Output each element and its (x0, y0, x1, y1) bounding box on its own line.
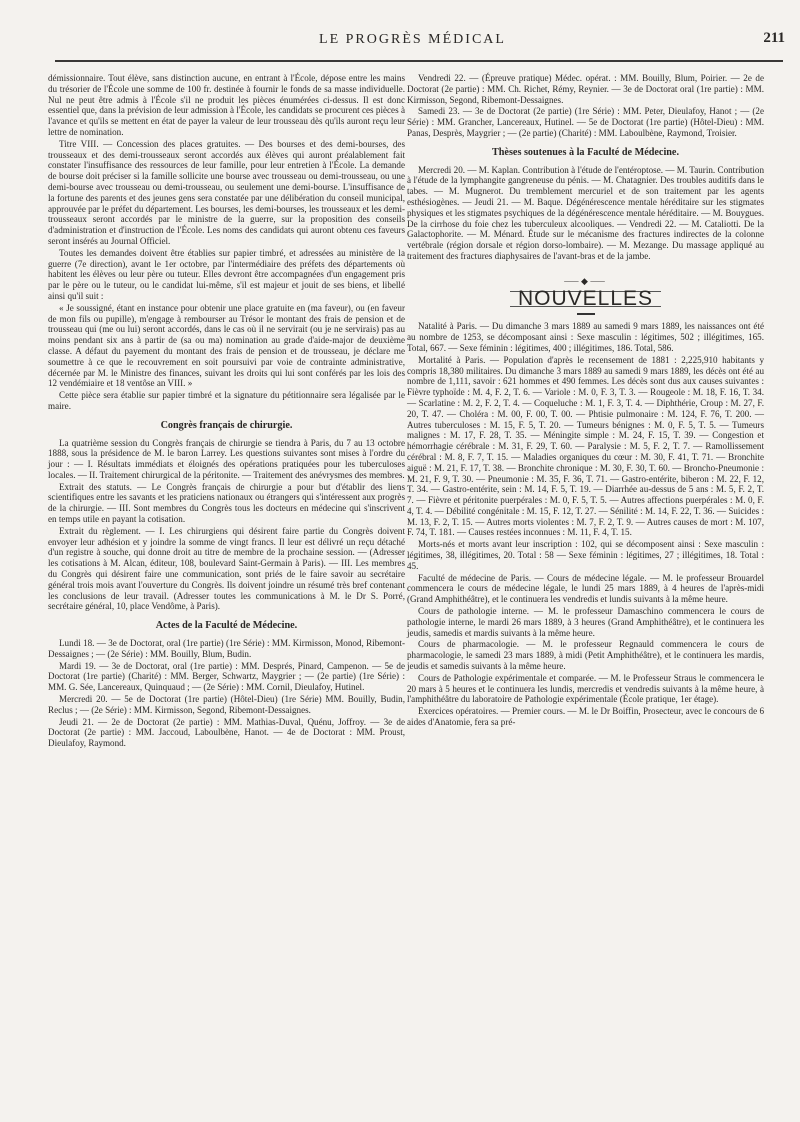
paragraph: « Je soussigné, étant en instance pour obtenir une place gratuite en (ma faveur), ou (en faveur de mon fils ou pupille), m'engage à rembourser au Trésor le montant des frais de pension et de trousseau qui (me ou lui) seront accordés, dans le cas où il ne servirait (ou je ne servirais) pas au moins pendant six ans à partir de (sa ou ma) nomination au grade d'aide-major de deuxième classe. A défaut du payement du montant des frais de pension et de trousseau, je déclare me soumettre à ce que le recouvrement en soit poursuivi par voie de contrainte administrative, décernée par M. le Ministre des finances, suivant les droits qui lui sont conférés par les lois des 12 vendémiaire et 18 ventôse an VIII. » (48, 302, 405, 389)
section-title-theses: Thèses soutenues à la Faculté de Médecine. (491, 146, 680, 158)
paragraph: Cours de Pathologie expérimentale et comparée. — M. le Professeur Straus le commencera le 20 mars à 5 heures et le continuera les lundis, mercredis et vendredis suivants à la même heure, à l'amphithéâtre du laboratoire de Pathologie expérimentale (École pratique, 1er étage). (407, 672, 764, 705)
paragraph: Natalité à Paris. — Du dimanche 3 mars 1889 au samedi 9 mars 1889, les naissances ont été au nombre de 1253, se décomposant ainsi : Sexe masculin : légitimes, 502 ; illégitimes, 165. Total, 667. — Sexe féminin : légitimes, 400 ; illégitimes, 186. Total, 586. (407, 321, 764, 353)
ornament-divider: ⸺◆⸺ (563, 275, 608, 286)
paragraph: Cours de pathologie interne. — M. le professeur Damaschino commencera le cours de pathologie interne, le mardi 26 mars 1889, à 3 heures (Grand Amphithéâtre), et le continuera les jeudis, samedis et mardis suivants à la même heure. (407, 606, 764, 638)
paragraph: Jeudi 21. — 2e de Doctorat (2e partie) : MM. Mathias-Duval, Quénu, Joffroy. — 3e de Doctorat (2e partie) : MM. Jaccoud, Laboulbène, Hanot. — 4e de Doctorat : MM. Proust, Dieulafoy, Raymond. (48, 716, 405, 749)
running-title: LE PROGRÈS MÉDICAL (319, 32, 506, 47)
paragraph: Extrait des statuts. — Le Congrès français de chirurgie a pour but d'établir des liens scientifiques entre les savants et les praticiens nationaux ou étrangers qui s'intéressent aux progrès de la chirurgie. — III. Sont membres du Congrès tous les docteurs en médecine qui s'inscrivent en temps utile en payant la cotisation. (48, 481, 405, 525)
paragraph: Toutes les demandes doivent être établies sur papier timbré, et adressées au ministère de la guerre (7e direction), avant le 1er octobre, par l'intermédiaire des préfets des départements où habitent les élèves ou leur père ou tuteur. Elles devront être accompagnées d'un engagement pris par le père ou le tuteur, ou le candidat lui-même, s'il est majeur et jouit de ses biens, et libellé ainsi qu'il suit : (48, 247, 405, 301)
paragraph: Mercredi 20. — M. Kaplan. Contribution à l'étude de l'entéroptose. — M. Taurin. Contribution à l'étude de la lymphangite gangreneuse du pénis. — M. Chatagnier. Des troubles auditifs dans le tabes. — M. Mugnerot. Du tremblement mercuriel et de son traitement par les agents esthésiogènes. — Jeudi 21. — M. Baque. Dégénérescence mentale héréditaire sur les stigmates physiques et les stigmates psychiques de la dégénérescence mentale héréditaire. — M. Bouygues. De la cirrhose du foie chez les tuberculeux alcooliques. — Vendredi 22. — M. Cataliotti. De la Galactophorite. — M. Ménard. Étude sur le mécanisme des fractures indirectes de la colonne vertébrale (région dorsale et région dorso-lombaire). — M. Mezange. Du massage appliqué au traitement des fractures diaphysaires de l'avant-bras et de la jambe. (407, 164, 764, 261)
paragraph: démissionnaire. Tout élève, sans distinction aucune, en entrant à l'École, dépose entre les mains du trésorier de l'École une somme de 100 fr. destinée à fournir le fonds de sa masse individuelle. Nul ne peut être admis à l'École s'il ne produit les pièces énumérées ci-dessus. Il est donc essentiel que, dans la prévision de leur admission à l'École, les candidats se procurent ces pièces à l'avance et qu'ils se mettent en état de payer la valeur de leur trousseau dès qu'ils auront reçu leur lettre de nomination. (48, 73, 405, 137)
section-title-actes: Actes de la Faculté de Médecine. (155, 620, 298, 632)
short-rule (577, 313, 595, 315)
paragraph: Titre VIII. — Concession des places gratuites. — Des bourses et des demi-bourses, des trousseaux et des demi-trousseaux seront accordés aux élèves qui auront préalablement fait constater l'insuffisance des ressources de leur famille, pour leur entretien à l'École. La demande de bourse doit préciser si la famille sollicite une bourse avec trousseau ou demi-trousseau, ou une demi-bourse avec trousseau ou demi-trousseau, ou seulement une demi-bourse. L'insuffisance de la fortune des parents et des jeunes gens sera constatée par une délibération du conseil municipal, approuvée par le préfet du département. Les bourses, les demi-bourses, les trousseaux et les demi-trousseaux seront accordés par le ministre de la guerre, sur la proposition des conseils d'administration et d'instruction de l'École. Les noms des candidats qui auront obtenu ces faveurs seront insérés au Journal Officiel. (48, 138, 405, 246)
paragraph: Mortalité à Paris. — Population d'après le recensement de 1881 : 2,225,910 habitants y compris 18,380 militaires. Du dimanche 3 mars 1889 au samedi 9 mars 1889, les décès ont été au nombre de 1,111, savoir : 621 hommes et 490 femmes. Les décès sont dus aux causes suivantes : Fièvre typhoïde : M. 4, F. 2, T. 6. — Variole : M. 0, F. 3, T. 3. — Rougeole : M. 18, F. 16, T. 34. — Scarlatine : M. 2, F. 2, T. 4. — Coqueluche : M. 1, F. 3, T. 4. — Diphthérie, Croup : M. 27, F. 20, T. 47. — Choléra : M. 00, F. 00, T. 00. — Phtisie pulmonaire : M. 124, F. 76, T. 200. — Autres tuberculoses : M. 15, F. 5, T. 20. — Tumeurs bénignes : M. 0, F. 5, T. 5. — Tumeurs malignes : M. 17, F. 28, T. 35. — Méningite simple : M. 24, F. 15, T. 39. — Congestion et hémorrhagie cérébrale : M. 31, F. 29, T. 60. — Paralysie : M. 5, F. 2, T. 7. — Ramollissement cérébral : M. 8, F. 7, T. 15. — Maladies organiques du cœur : M. 30, F. 41, T. 71. — Bronchite aiguë : M. 21, F. 17, T. 38. — Bronchite chronique : M. 30, F. 30, T. 60. — Broncho-Pneumonie : M. 21, F. 9, T. 30. — Pneumonie : M. 35, F. 36, T. 71. — Gastro-entérite, biberon : M. 22, F. 12, T. 34. — Gastro-entérite, sein : M. 14, F. 5, T. 19. — Diarrhée au-dessus de 5 ans : M. 5, F. 2, T. 7. — Fièvre et péritonite puerpérales : M. 0, F. 5, T. 5. — Autres affections puerpérales : M. 0, F. 4, T. 4. — Débilité congénitale : M. 15, F. 12, T. 27. — Sénilité : M. 14, F. 22, T. 36. — Suicides : M. 13, F. 2, T. 15. — Autres morts violentes : M. 7, F. 2, T. 9. — Autres causes de mort : M. 107, F. 74, T. 181. — Causes restées inconnues : M. 11, F. 4, T. 15. (407, 354, 764, 538)
nouvelles-heading-block (407, 276, 764, 316)
paragraph: La quatrième session du Congrès français de chirurgie se tiendra à Paris, du 7 au 13 octobre 1888, sous la présidence de M. le baron Larrey. Les questions suivantes sont mises à l'ordre du jour : — I. Résultats immédiats et éloignés des opérations pratiquées pour les tuberculoses locales. — II. Traitement chirurgical de la péritonite. — Traitement des anévrysmes des membres. (48, 437, 405, 480)
section-title-nouvelles: NOUVELLES (510, 291, 661, 308)
paragraph: Cette pièce sera établie sur papier timbré et la signature du pétitionnaire sera légalisée par le maire. (48, 390, 405, 411)
paragraph: Faculté de médecine de Paris. — Cours de médecine légale. — M. le professeur Brouardel commencera le cours de médecine légale, le lundi 25 mars 1889, à 4 heures de l'après-midi (Grand Amphithéâtre), et le continuera les vendredis et lundis suivants à la même heure. (407, 572, 764, 605)
paragraph: Samedi 23. — 3e de Doctorat (2e partie) (1re Série) : MM. Peter, Dieulafoy, Hanot ; — (2e Série) : MM. Grancher, Lancereaux, Hutinel. — 5e de Doctorat (1re partie) (Hôtel-Dieu) : MM. Panas, Desprès, Maygrier ; — (2e partie) (Charité) : MM. Laboulbène, Raymond, Troisier. (407, 106, 764, 138)
paragraph: Extrait du règlement. — I. Les chirurgiens qui désirent faire partie du Congrès doivent envoyer leur adhésion et y joindre la somme de vingt francs. Il leur est délivré un reçu détaché d'un registre à souche, qui donne droit au titre de membre de la prochaine session. — (Adresser les cotisations à M. Alcan, éditeur, 108, boulevard Saint-Germain à Paris). — III. Les membres du Congrès qui désirent faire une communication, sont priés de le faire savoir au secrétaire général trois mois avant l'ouverture du Congrès. Ils doivent joindre un résumé très bref contenant les conclusions de leur travail. (Adresser toutes les communications à M. le Dr S. Porré, secrétaire général, 10, place Vendôme, à Paris). (48, 525, 405, 612)
paragraph: Vendredi 22. — (Épreuve pratique) Médec. opérat. : MM. Bouilly, Blum, Poirier. — 2e de Doctorat (2e partie) : MM. Ch. Richet, Rémy, Reynier. — 3e de Doctorat oral (1re partie) : MM. Kirmisson, Segond, Ribemont-Dessaignes. (407, 73, 764, 105)
paragraph: Lundi 18. — 3e de Doctorat, oral (1re partie) (1re Série) : MM. Kirmisson, Monod, Ribemont-Dessaignes ; — (2e Série) : MM. Bouilly, Blum, Budin. (48, 638, 405, 659)
page-number: 211 (763, 30, 785, 46)
header-rule (55, 60, 783, 62)
paragraph: Exercices opératoires. — Premier cours. — M. le Dr Boiffin, Prosecteur, avec le concours de 6 aides d'Anatomie, fera sa pré- (407, 706, 764, 728)
left-column (48, 73, 405, 750)
paragraph: Mardi 19. — 3e de Doctorat, oral (1re partie) : MM. Després, Pinard, Campenon. — 5e de Doctorat (1re partie) (Charité) : MM. Berger, Schwartz, Maygrier ; — (2e partie) (1re Série) : MM. G. Sée, Lancereaux, Quinquaud ; — (2e Série) : MM. Cornil, Dieulafoy, Hutinel. (48, 660, 405, 693)
right-column (407, 73, 764, 729)
page-header (40, 30, 785, 52)
section-title-congres: Congrès français de chirurgie. (160, 419, 293, 431)
paragraph: Morts-nés et morts avant leur inscription : 102, qui se décomposent ainsi : Sexe masculin : légitimes, 38, illégitimes, 20. Total : 58 — Sexe féminin : légitimes, 27 ; illégitimes, 18. Total : 45. (407, 539, 764, 571)
paragraph: Mercredi 20. — 5e de Doctorat (1re partie) (Hôtel-Dieu) (1re Série) MM. Bouilly, Budin, Reclus ; — (2e Série) : MM. Kirmisson, Segond, Ribemont-Dessaignes. (48, 694, 405, 715)
paragraph: Cours de pharmacologie. — M. le professeur Regnauld commencera le cours de pharmacologie, le samedi 23 mars 1889, à midi (Petit Amphithéâtre), et le continuera les mardis, jeudis et samedis suivants à la même heure. (407, 639, 764, 672)
